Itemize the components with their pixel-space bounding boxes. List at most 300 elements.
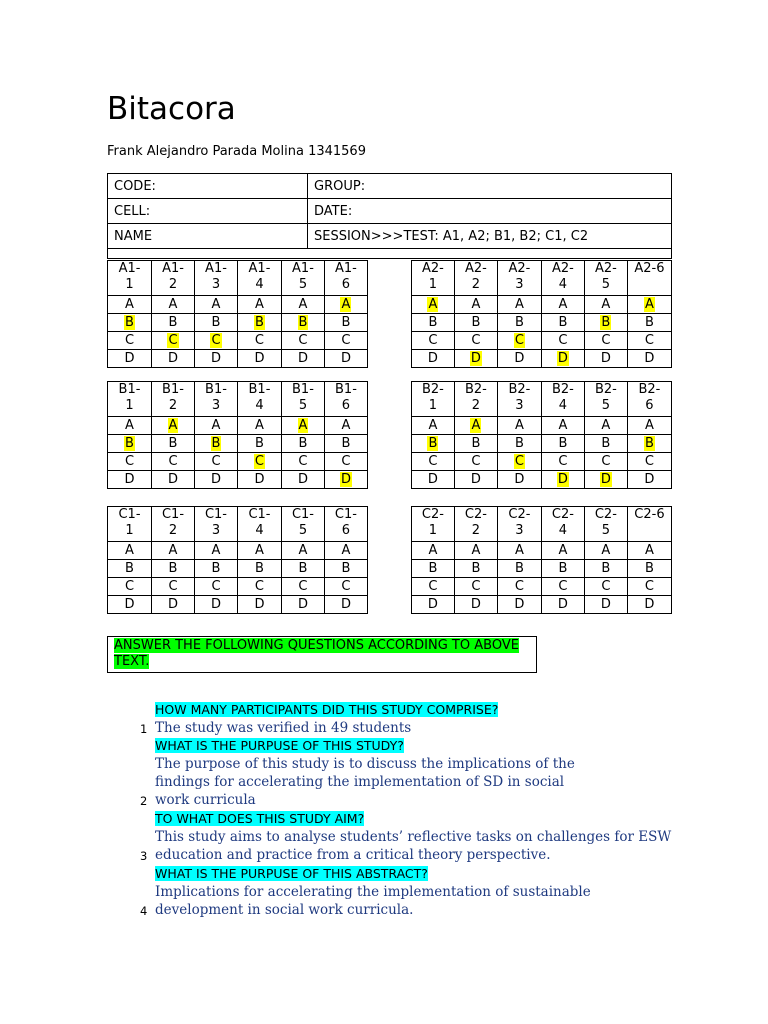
option-cell [627,578,671,596]
grid-column-header: B1- 4 [237,382,281,417]
option-cell [454,296,497,314]
option-letter: B [298,560,308,576]
grid-column-header: A1- 2 [152,261,195,296]
option-letter: B [168,560,178,576]
answer-text [155,755,575,809]
option-letter: D [124,471,135,487]
question-label [155,738,404,754]
option-cell [454,596,497,614]
grid-gap [367,382,411,417]
option-cell [627,453,671,471]
answer-line: This study aims to analyse students’ reflective tasks on challenges for ESW [155,829,672,845]
option-letter: A [558,542,568,558]
grid-column-header: B2- 4 [541,382,584,417]
grid-column-header: C1- 3 [194,507,237,542]
option-letter: B [211,560,221,576]
option-cell [411,332,454,350]
selected-answer: D [470,350,481,366]
option-cell [584,314,627,332]
option-cell [281,296,324,314]
question-label [155,866,428,882]
answer-text [155,828,671,864]
option-cell [281,314,324,332]
option-cell [152,596,195,614]
answer-grid [107,506,672,614]
option-letter: D [514,596,525,612]
option-cell [541,350,584,368]
option-letter: B [471,560,481,576]
option-cell [627,560,671,578]
option-cell [324,560,367,578]
grid-column-header: B2- 3 [497,382,541,417]
option-cell [411,350,454,368]
option-cell [497,596,541,614]
option-cell [194,471,237,489]
option-letter: B [341,314,351,330]
selected-answer: C [168,332,178,348]
option-cell [411,560,454,578]
option-letter: D [297,596,308,612]
option-letter: B [298,435,308,451]
option-cell [108,435,152,453]
option-cell [627,296,671,314]
option-cell [454,417,497,435]
grid-gap [367,596,411,614]
option-cell [497,578,541,596]
option-cell [281,578,324,596]
option-letter: B [341,435,351,451]
group-cell: GROUP: [308,174,672,199]
document-title: Bitacora [107,91,236,127]
grid-column-header: A2- 5 [584,261,627,296]
grid-column-header: B2- 6 [627,382,671,417]
option-letter: B [558,435,568,451]
option-letter: B [601,435,611,451]
grid-column-header: B1- 2 [152,382,195,417]
question-label [155,702,498,718]
option-cell [152,560,195,578]
option-cell [497,350,541,368]
option-letter: D [124,350,135,366]
selected-answer: B [644,435,654,451]
selected-answer: B [125,435,134,451]
grid-gap [367,507,411,542]
option-cell [627,596,671,614]
option-cell [108,314,152,332]
option-cell [541,542,584,560]
option-letter: B [471,435,481,451]
grid-column-header: A2- 4 [541,261,584,296]
option-cell [411,435,454,453]
grid-gap [367,350,411,368]
option-cell [237,332,281,350]
option-letter: C [471,332,481,348]
option-letter: C [341,453,351,469]
option-letter: D [514,350,525,366]
option-letter: A [471,296,481,312]
option-cell [454,578,497,596]
selected-answer: C [254,453,264,469]
option-letter: A [255,296,264,312]
selected-answer: D [557,471,568,487]
grid-column-header: C2-6 [627,507,671,542]
grid-gap [367,560,411,578]
option-cell [454,453,497,471]
option-letter: A [428,417,438,433]
grid-column-header: A1- 5 [281,261,324,296]
option-letter: D [254,471,265,487]
option-cell [108,578,152,596]
option-letter: B [255,435,264,451]
option-cell [324,542,367,560]
option-letter: C [558,332,568,348]
option-letter: A [125,542,134,558]
option-cell [411,542,454,560]
session-cell: SESSION>>>TEST: A1, A2; B1, B2; C1, C2 [308,224,672,249]
option-letter: A [168,296,178,312]
option-cell [584,471,627,489]
grid-column-header: C2- 3 [497,507,541,542]
info-spacer-row [108,249,672,259]
option-letter: C [471,578,481,594]
selected-answer: B [125,314,134,330]
option-cell [454,332,497,350]
grid-column-header: A2-6 [627,261,671,296]
option-letter: B [601,560,611,576]
option-cell [237,314,281,332]
option-cell [497,453,541,471]
grid-column-header: C2- 2 [454,507,497,542]
option-cell [454,542,497,560]
selected-answer: A [168,417,178,433]
selected-answer: A [644,296,654,312]
option-cell [627,332,671,350]
option-cell [324,453,367,471]
option-cell [541,435,584,453]
option-cell [541,296,584,314]
answer-line: work curricula [155,792,256,808]
answer-line: Implications for accelerating the implementation of sustainable [155,884,591,900]
answer-text [155,719,411,737]
option-letter: D [167,596,178,612]
option-cell [281,332,324,350]
answer-line: development in social work curricula. [155,902,414,918]
option-letter: C [601,578,611,594]
option-cell [194,435,237,453]
option-letter: C [644,332,654,348]
option-letter: D [340,596,351,612]
grid-gap [367,435,411,453]
option-letter: B [644,314,654,330]
option-letter: B [558,560,568,576]
option-cell [541,453,584,471]
option-cell [108,560,152,578]
option-letter: B [255,560,264,576]
option-letter: C [558,453,568,469]
option-letter: D [340,350,351,366]
option-cell [584,542,627,560]
option-letter: A [341,542,351,558]
selected-answer: B [255,314,264,330]
option-letter: C [428,453,438,469]
option-cell [281,417,324,435]
option-letter: D [167,471,178,487]
name-cell: NAME [108,224,308,249]
option-letter: C [124,453,135,469]
option-letter: B [514,560,524,576]
option-cell [627,314,671,332]
option-cell [627,542,671,560]
option-cell [152,471,195,489]
option-letter: B [168,435,178,451]
option-letter: A [558,296,568,312]
option-letter: C [601,453,611,469]
option-cell [281,596,324,614]
option-letter: D [427,596,438,612]
option-cell [584,296,627,314]
option-letter: D [210,596,221,612]
option-cell [324,417,367,435]
option-cell [194,578,237,596]
option-cell [324,471,367,489]
grid-column-header: C2- 1 [411,507,454,542]
option-letter: B [428,314,438,330]
option-letter: C [601,332,611,348]
option-cell [541,314,584,332]
option-letter: D [210,350,221,366]
option-letter: A [211,542,221,558]
selected-answer: A [341,296,351,312]
option-cell [324,314,367,332]
option-cell [324,596,367,614]
selected-answer: A [471,417,481,433]
option-letter: C [644,578,654,594]
answer-grid [107,381,672,489]
answer-line: The purpose of this study is to discuss the implications of the [155,756,575,772]
option-cell [541,578,584,596]
option-letter: B [644,560,654,576]
author-line: Frank Alejandro Parada Molina 1341569 [107,144,366,159]
option-cell [281,435,324,453]
grid-gap [367,578,411,596]
option-cell [194,296,237,314]
selected-answer: D [340,471,351,487]
option-cell [152,296,195,314]
option-cell [454,314,497,332]
option-letter: A [211,417,221,433]
option-cell [194,314,237,332]
option-letter: A [125,417,134,433]
option-letter: B [471,314,481,330]
option-cell [237,578,281,596]
option-cell [411,471,454,489]
option-letter: A [514,542,524,558]
selected-answer: A [298,417,308,433]
option-letter: A [341,417,351,433]
option-cell [324,578,367,596]
option-letter: C [428,332,438,348]
option-cell [454,471,497,489]
selected-answer: B [428,435,438,451]
option-cell [497,435,541,453]
option-cell [108,596,152,614]
cell-cell: CELL: [108,199,308,224]
option-cell [497,560,541,578]
option-cell [237,596,281,614]
option-cell [237,350,281,368]
instruction-box [107,636,537,673]
option-letter: C [298,332,308,348]
option-letter: A [601,542,611,558]
grid-gap [367,261,411,296]
option-letter: A [168,542,178,558]
option-cell [152,578,195,596]
option-cell [411,296,454,314]
option-letter: D [644,596,655,612]
option-cell [584,417,627,435]
option-cell [324,350,367,368]
option-cell [627,350,671,368]
grid-column-header: A1- 6 [324,261,367,296]
option-cell [237,435,281,453]
grid-gap [367,471,411,489]
option-letter: D [167,350,178,366]
grid-column-header: B1- 5 [281,382,324,417]
option-letter: D [557,596,568,612]
option-letter: D [297,350,308,366]
option-cell [152,453,195,471]
option-cell [281,542,324,560]
grid-gap [367,296,411,314]
option-letter: D [644,350,655,366]
option-cell [194,453,237,471]
answer-grid [107,260,672,368]
option-cell [237,417,281,435]
option-letter: D [644,471,655,487]
option-letter: B [428,560,438,576]
grid-column-header: B1- 6 [324,382,367,417]
grid-column-header: C2- 5 [584,507,627,542]
option-cell [152,350,195,368]
grid-column-header: C1- 5 [281,507,324,542]
option-cell [627,471,671,489]
selected-answer: B [298,314,308,330]
option-letter: B [558,314,568,330]
option-letter: A [644,542,654,558]
option-letter: B [341,560,351,576]
option-cell [237,296,281,314]
option-letter: A [298,296,308,312]
grid-column-header: A2- 2 [454,261,497,296]
option-letter: D [427,471,438,487]
option-cell [324,332,367,350]
option-cell [541,332,584,350]
option-letter: D [254,596,265,612]
question-number: 4 [140,904,148,918]
option-cell [237,542,281,560]
option-cell [584,578,627,596]
option-letter: C [298,453,308,469]
question-number: 3 [140,849,148,863]
option-cell [194,350,237,368]
selected-answer: B [211,435,221,451]
option-letter: C [298,578,308,594]
option-letter: C [168,453,178,469]
option-letter: C [471,453,481,469]
option-letter: A [514,296,524,312]
selected-answer: B [601,314,611,330]
option-cell [497,332,541,350]
option-letter: A [601,296,611,312]
grid-column-header: B1- 3 [194,382,237,417]
option-cell [281,560,324,578]
option-cell [281,471,324,489]
option-cell [497,471,541,489]
question-label [155,811,364,827]
option-cell [627,435,671,453]
code-cell: CODE: [108,174,308,199]
option-letter: D [600,596,611,612]
grid-column-header: B2- 2 [454,382,497,417]
selected-answer: C [514,453,524,469]
option-cell [584,596,627,614]
option-cell [152,332,195,350]
answer-text [155,883,591,919]
option-cell [194,542,237,560]
option-cell [152,314,195,332]
option-cell [584,560,627,578]
option-cell [584,435,627,453]
option-cell [108,296,152,314]
grid-gap [367,417,411,435]
option-cell [497,417,541,435]
option-letter: A [471,542,481,558]
option-cell [237,560,281,578]
selected-answer: C [211,332,221,348]
question-text: TO WHAT DOES THIS STUDY AIM? [155,811,365,826]
option-cell [584,350,627,368]
selected-answer: D [557,350,568,366]
option-letter: C [428,578,438,594]
option-letter: D [470,596,481,612]
option-letter: B [514,435,524,451]
option-letter: C [514,578,524,594]
option-letter: C [211,453,221,469]
grid-column-header: C1- 6 [324,507,367,542]
option-cell [237,471,281,489]
grid-column-header: B2- 1 [411,382,454,417]
option-cell [108,453,152,471]
option-letter: A [255,542,264,558]
option-letter: A [211,296,221,312]
grid-column-header: C1- 1 [108,507,152,542]
option-cell [454,350,497,368]
option-letter: A [255,417,264,433]
question-text: WHAT IS THE PURPUSE OF THIS STUDY? [155,738,404,753]
option-cell [584,332,627,350]
option-cell [324,296,367,314]
option-letter: D [600,350,611,366]
option-letter: D [124,596,135,612]
option-cell [411,596,454,614]
info-table [107,173,672,259]
instruction-text: ANSWER THE FOLLOWING QUESTIONS ACCORDING TO ABOVE TEXT. [114,638,519,669]
option-letter: C [558,578,568,594]
question-number: 1 [140,722,148,736]
option-cell [497,542,541,560]
option-cell [281,453,324,471]
option-letter: B [514,314,524,330]
